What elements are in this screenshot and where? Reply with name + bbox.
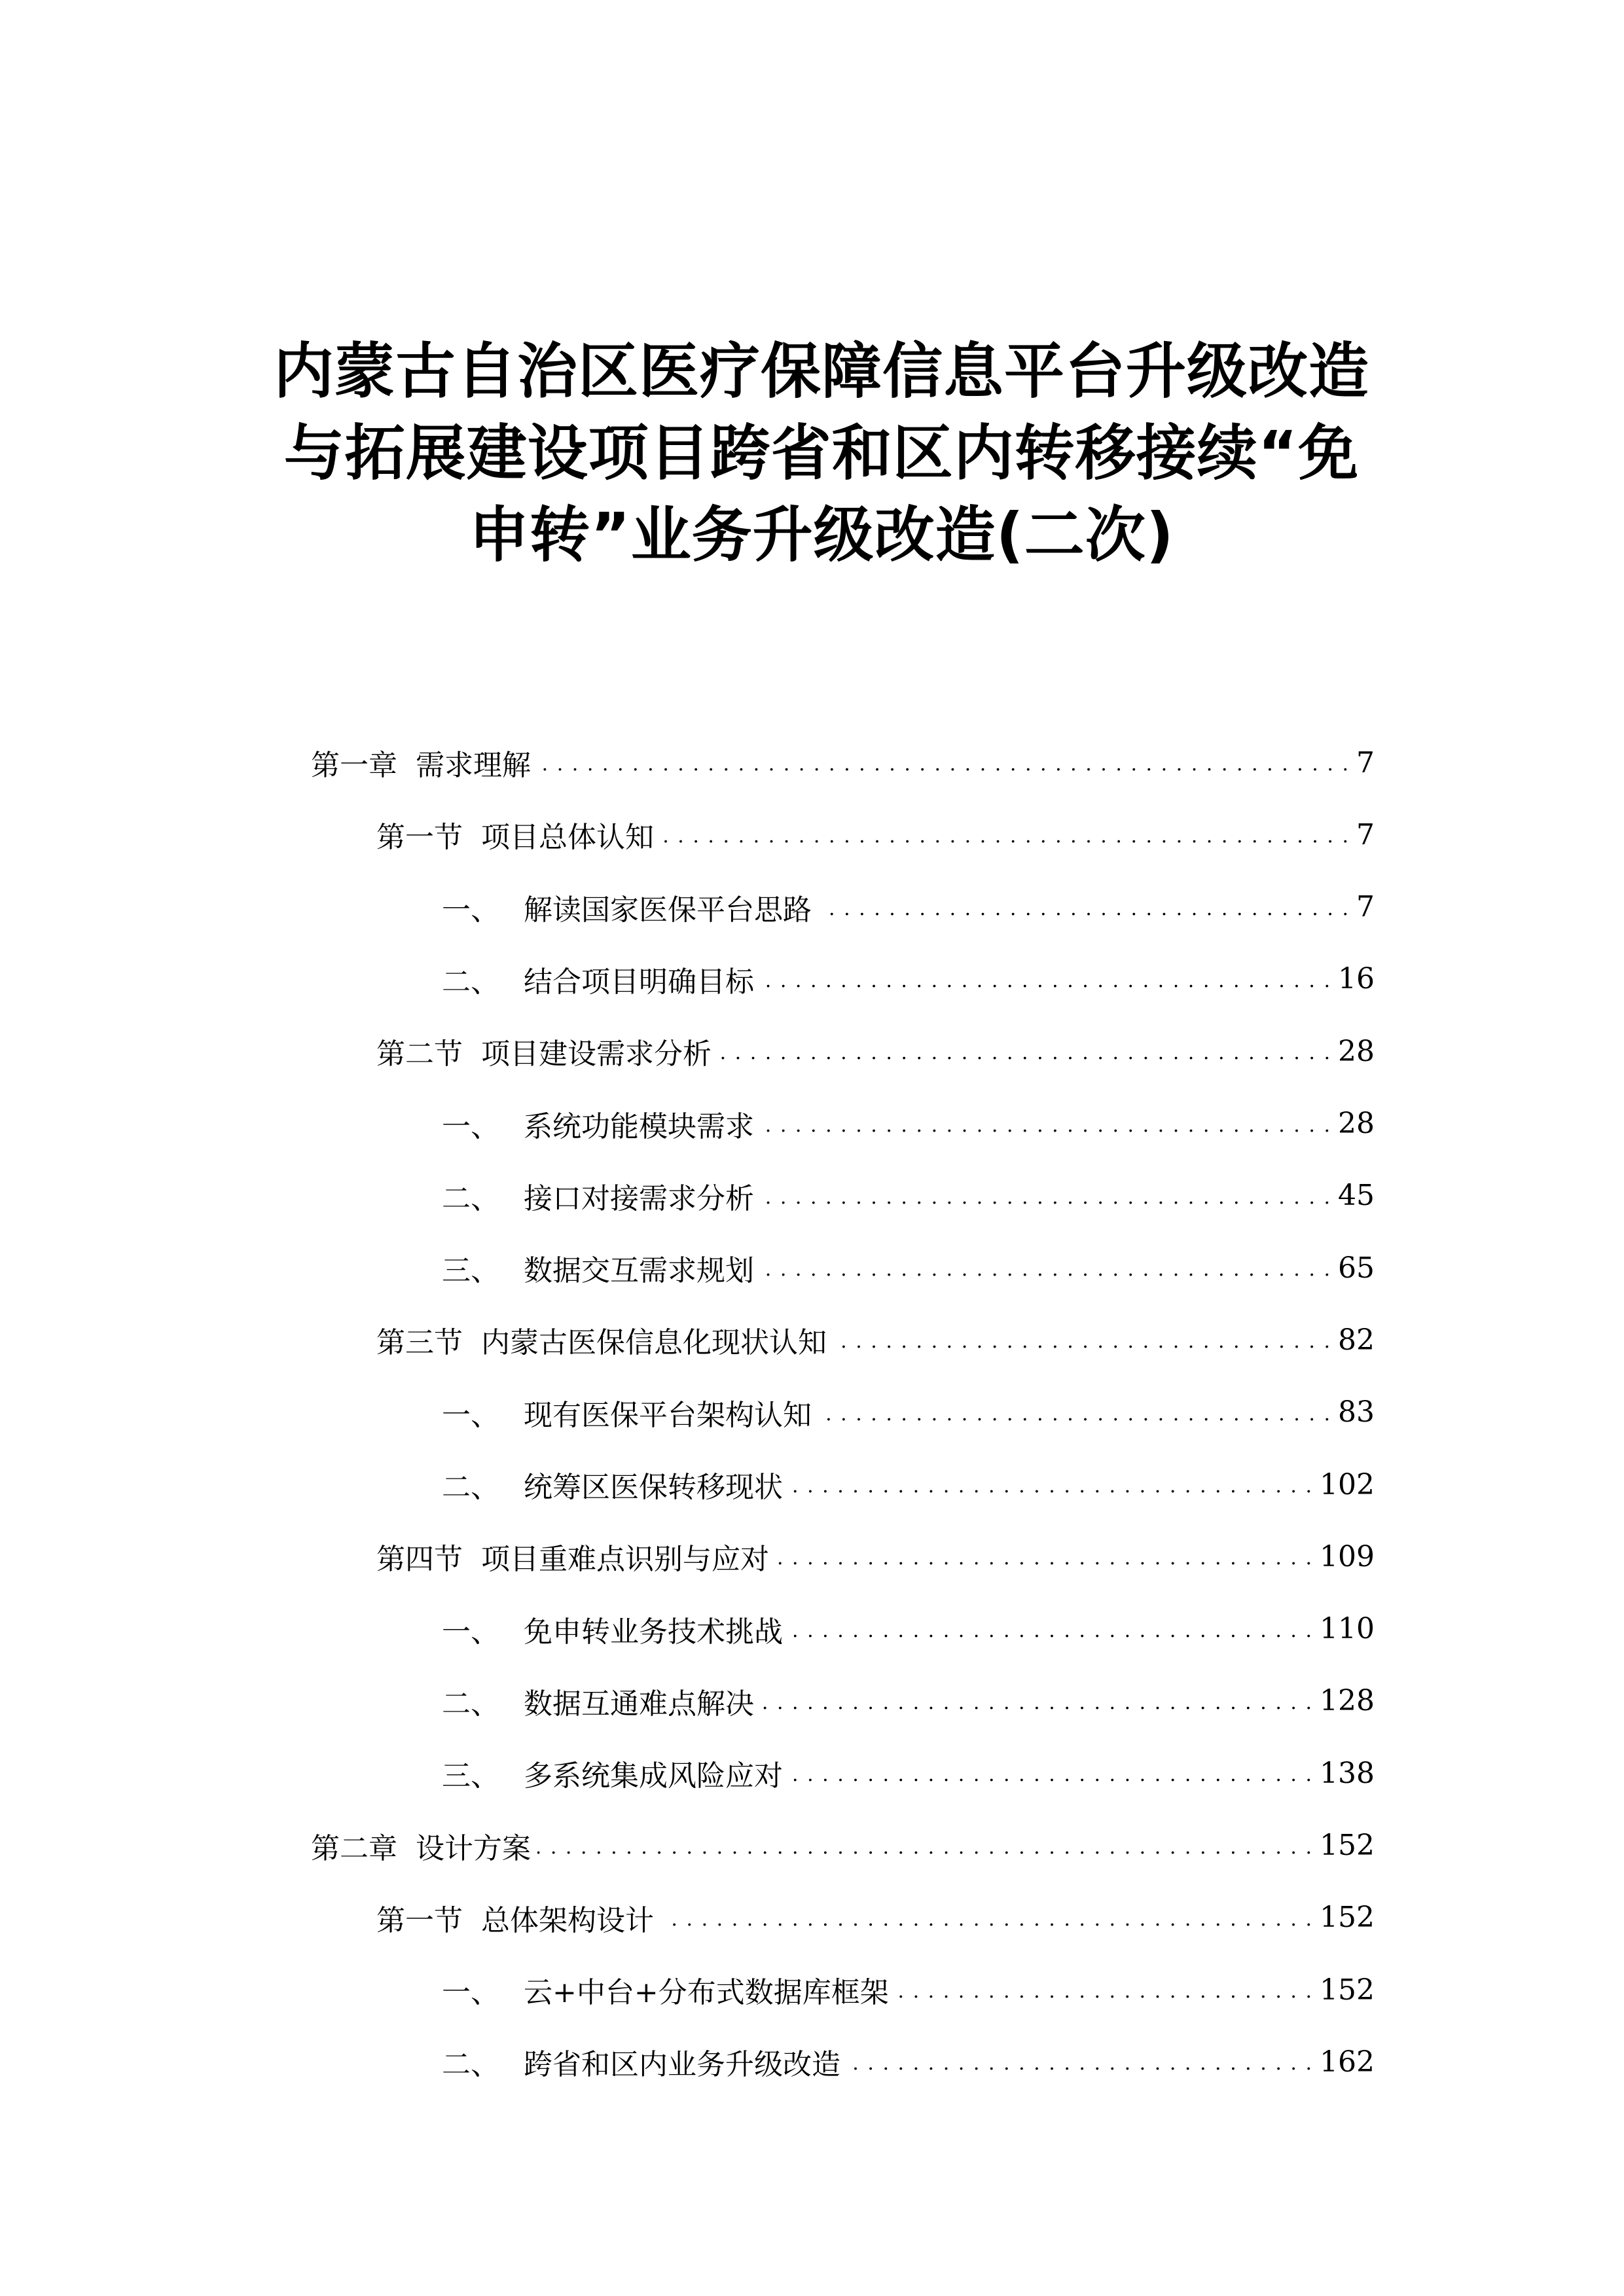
toc-entry-page-number: 28 (1338, 1107, 1375, 1140)
toc-entry[interactable] (442, 1088, 1375, 1160)
toc-entry-label: 现有医保平台架构认知 (524, 1398, 812, 1432)
toc-entry[interactable] (442, 1160, 1375, 1232)
dot-leader (761, 1109, 1331, 1138)
toc-entry-number: 二、 (442, 1181, 499, 1215)
toc-entry-label: 统筹区医保转移现状 (524, 1471, 783, 1504)
toc-entry-label: 数据交互需求规划 (524, 1254, 754, 1288)
title-line-3: 申转”业务升级改造(二次) (469, 500, 1174, 570)
toc-entry-page-number: 110 (1320, 1612, 1375, 1646)
toc-entry-number: 一、 (442, 1615, 499, 1649)
dot-leader (818, 1398, 1331, 1427)
toc-entry[interactable] (376, 1015, 1375, 1087)
toc-entry-page-number: 82 (1338, 1323, 1375, 1357)
dot-leader (537, 748, 1350, 777)
dot-leader (761, 1181, 1331, 1210)
toc-entry-number: 三、 (442, 1759, 499, 1793)
toc-entry-number: 第二章 (311, 1831, 397, 1865)
toc-entry[interactable] (442, 1954, 1375, 2026)
title-line-1: 内蒙古自治区医疗保障信息平台升级改造 (273, 336, 1369, 406)
toc-entry-page-number: 7 (1356, 745, 1375, 780)
toc-entry-label: 免申转业务技术挑战 (524, 1615, 783, 1649)
dot-leader (761, 1687, 1313, 1715)
dot-leader (776, 1542, 1313, 1571)
toc-entry[interactable] (442, 1448, 1375, 1520)
toc-entry-label: 需求理解 (416, 749, 531, 782)
dot-leader (761, 1253, 1331, 1282)
toc-entry-label: 项目建设需求分析 (481, 1037, 712, 1071)
toc-entry[interactable] (442, 1232, 1375, 1304)
toc-entry-label: 总体架构设计 (481, 1903, 654, 1937)
toc-entry-label: 跨省和区内业务升级改造 (524, 2048, 840, 2082)
dot-leader (660, 1903, 1313, 1932)
toc-entry[interactable] (376, 1882, 1375, 1954)
toc-entry-page-number: 162 (1320, 2045, 1375, 2079)
dot-leader (789, 1615, 1313, 1643)
toc-entry-page-number: 65 (1338, 1251, 1375, 1285)
toc-entry-number: 第四节 (376, 1543, 463, 1577)
toc-entry[interactable] (376, 798, 1375, 870)
toc-entry[interactable] (376, 1520, 1375, 1592)
toc-entry-label: 系统功能模块需求 (524, 1109, 754, 1143)
toc-entry-number: 第一节 (376, 821, 463, 855)
toc-entry-number: 第三节 (376, 1326, 463, 1360)
toc-entry-number: 一、 (442, 1398, 499, 1432)
toc-entry-number: 第一章 (311, 749, 397, 782)
toc-entry-page-number: 128 (1320, 1684, 1375, 1718)
dot-leader (847, 2047, 1313, 2076)
toc-entry-label: 项目重难点识别与应对 (481, 1543, 769, 1577)
toc-entry-number: 第一节 (376, 1903, 463, 1937)
dot-leader (895, 1975, 1313, 2004)
toc-entry-label: 项目总体认知 (481, 821, 654, 855)
toc-entry-label: 接口对接需求分析 (524, 1181, 754, 1215)
toc-entry-label: 云+中台+分布式数据库框架 (524, 1976, 889, 2010)
toc-entry-number: 二、 (442, 965, 499, 999)
toc-entry[interactable] (442, 1665, 1375, 1737)
toc-entry-page-number: 7 (1356, 817, 1375, 852)
toc-entry-number: 二、 (442, 1471, 499, 1504)
dot-leader (718, 1037, 1331, 1066)
toc-entry-page-number: 152 (1320, 1901, 1375, 1935)
toc-entry-label: 设计方案 (416, 1831, 531, 1865)
toc-entry-number: 二、 (442, 1687, 499, 1721)
toc-entry-label: 结合项目明确目标 (524, 965, 754, 999)
toc-entry-page-number: 138 (1320, 1756, 1375, 1790)
toc-entry[interactable] (442, 2026, 1375, 2098)
dot-leader (818, 893, 1350, 922)
toc-entry-label: 内蒙古医保信息化现状认知 (481, 1326, 827, 1360)
toc-entry-number: 三、 (442, 1254, 499, 1288)
toc-entry-label: 多系统集成风险应对 (524, 1759, 783, 1793)
toc-entry-number: 第二节 (376, 1037, 463, 1071)
toc-entry-page-number: 102 (1320, 1467, 1375, 1501)
dot-leader (537, 1831, 1313, 1860)
toc-entry-page-number: 109 (1320, 1539, 1375, 1573)
dot-leader (761, 965, 1331, 994)
title-line-2: 与拓展建设项目跨省和区内转移接续“免 (283, 418, 1360, 488)
toc-entry-page-number: 28 (1338, 1034, 1375, 1068)
toc-entry[interactable] (442, 1593, 1375, 1665)
toc-entry-label: 解读国家医保平台思路 (524, 893, 812, 927)
toc-entry[interactable] (376, 1304, 1375, 1376)
toc-entry-label: 数据互通难点解决 (524, 1687, 754, 1721)
toc-entry-number: 一、 (442, 893, 499, 927)
toc-entry[interactable] (442, 1737, 1375, 1809)
dot-leader (789, 1470, 1313, 1499)
toc-entry[interactable] (442, 1376, 1375, 1448)
toc-entry[interactable] (442, 943, 1375, 1015)
toc-entry-page-number: 7 (1356, 890, 1375, 924)
toc-entry[interactable] (311, 726, 1375, 798)
toc-entry[interactable] (311, 1810, 1375, 1882)
toc-entry-number: 二、 (442, 2048, 499, 2082)
toc-entry[interactable] (442, 871, 1375, 943)
toc-entry-page-number: 152 (1320, 1829, 1375, 1862)
toc-entry-page-number: 45 (1338, 1179, 1375, 1213)
document-title (249, 331, 1394, 576)
toc-entry-page-number: 16 (1338, 962, 1375, 996)
toc-entry-page-number: 152 (1320, 1973, 1375, 2007)
dot-leader (660, 820, 1350, 849)
dot-leader (789, 1759, 1313, 1787)
dot-leader (833, 1325, 1331, 1354)
toc-entry-number: 一、 (442, 1109, 499, 1143)
toc-entry-page-number: 83 (1338, 1395, 1375, 1429)
toc-entry-number: 一、 (442, 1976, 499, 2010)
